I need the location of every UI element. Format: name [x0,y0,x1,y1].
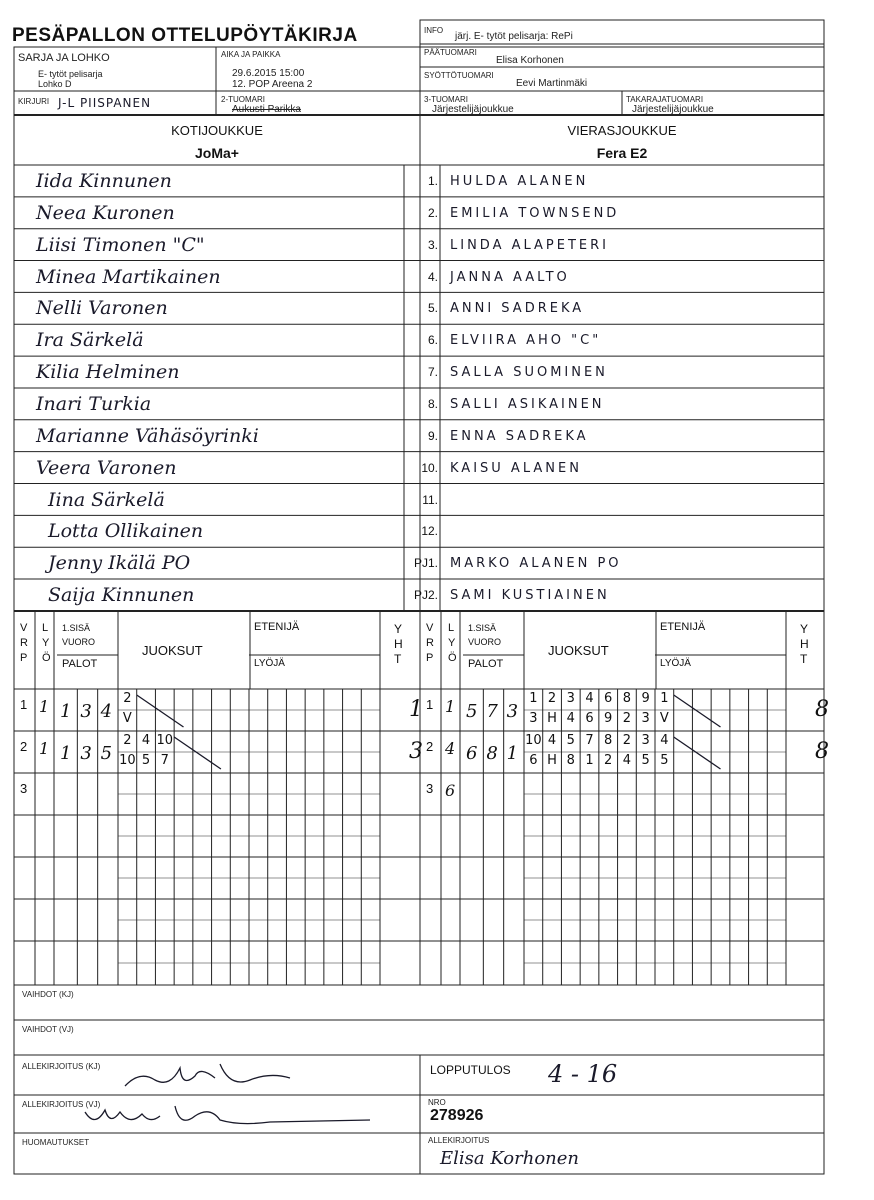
lyo-header: Y [448,637,456,649]
allekirjoitus-kj-label: ALLEKIRJOITUS (KJ) [22,1062,101,1071]
lyoja-header: LYÖJÄ [254,658,285,669]
signature-kj [120,1058,300,1094]
away-player-name: JANNA AALTO [450,269,570,285]
run-top-value: 9 [641,691,650,706]
yht-header: Y [800,622,809,636]
run-top-value: 10 [156,733,174,748]
innings-end-stroke [674,695,721,727]
run-bottom-value: 10 [119,753,136,768]
home-player-name: Lotta Ollikainen [48,520,204,543]
run-top-value: 1 [660,691,669,706]
away-player-name: ENNA SADREKA [450,428,589,444]
aika-value-1: 29.6.2015 15:00 [232,68,305,79]
run-bottom-value: 4 [622,753,632,768]
home-player-name: Nelli Varonen [36,297,168,320]
away-player-name: HULDA ALANEN [450,174,589,189]
run-bottom-value: H [547,753,557,768]
home-player-name: Saija Kinnunen [48,584,195,607]
lopputulos-value: 4 - 16 [548,1060,618,1088]
run-bottom-value: 5 [641,753,650,768]
info-label: INFO [424,26,444,35]
run-top-value: 5 [566,733,575,748]
lyo-value: 1 [445,697,456,716]
palot-value: 1 [60,701,72,722]
run-top-value: 2 [622,733,632,748]
roster-number: 9. [427,428,438,443]
roster-number: 11. [422,492,438,507]
vrp-header: V [426,622,434,634]
run-top-value: 2 [547,691,557,706]
run-bottom-value: V [122,711,132,726]
palot-value: 7 [486,701,498,722]
home-player-name: Jenny Ikälä PO [48,552,191,575]
huomautukset-label: HUOMAUTUKSET [22,1138,90,1147]
juoksut-header: JUOKSUT [548,643,609,658]
home-player-name: Iina Särkelä [48,488,165,511]
run-top-value: 8 [604,733,613,748]
run-top-value: 3 [641,733,650,748]
away-player-name: LINDA ALAPETERI [450,237,610,253]
palot-value: 6 [466,743,478,764]
allekirjoitus-label: ALLEKIRJOITUS [428,1136,490,1145]
palot-value: 5 [466,701,478,722]
lyo-value: 4 [445,739,456,758]
away-team-label: VIERASJOUKKUE [567,123,677,138]
yht-header: T [394,652,402,666]
tuomari2-label: 2-TUOMARI [221,95,265,104]
away-player-name: SAMI KUSTIAINEN [450,588,610,604]
yht-value: 8 [815,697,829,722]
innings-end-stroke [674,737,721,769]
run-top-value: 10 [525,733,542,748]
roster-number: 1. [427,174,438,188]
yht-value: 3 [409,739,423,764]
palot-value: 1 [60,743,72,764]
away-player-name: SALLA SUOMINEN [450,365,608,381]
etenija-header: ETENIJÄ [254,621,300,633]
roster-number: 4. [427,269,438,284]
sisavuoro-header: 1.SISÄ VUORO [468,623,502,647]
run-bottom-value: 8 [566,753,575,768]
run-top-value: 7 [585,733,594,748]
away-player-name: EMILIA TOWNSEND [450,205,620,221]
run-bottom-value: 5 [141,753,151,768]
paatuomari-label: PÄÄTUOMARI [424,48,477,57]
tuomari3-value: Järjestelijäjoukkue [432,104,514,115]
run-bottom-value: 2 [604,753,613,768]
roster-number: 6. [427,333,438,348]
nro-label: NRO [428,1098,446,1107]
yht-value: 8 [815,739,829,764]
vrp-value: 2 [20,739,28,754]
home-player-name: Neea Kuronen [36,201,175,224]
vrp-value: 2 [426,739,434,754]
vrp-header: R [426,637,434,649]
lyo-header: L [448,622,455,634]
roster-number: PJ1. [413,556,438,571]
vrp-header: V [20,622,28,634]
lyo-header: L [42,622,49,634]
run-bottom-value: 2 [622,711,632,726]
run-bottom-value: 3 [641,711,650,726]
away-player-name: ANNI SADREKA [450,301,585,317]
tuomari2-value: Aukusti Parikka [232,104,301,115]
home-team-name: JoMa+ [195,145,239,161]
tuomari3-label: 3-TUOMARI [424,95,468,104]
roster-number: 8. [427,396,438,411]
lyo-value: 1 [39,739,50,758]
etenija-header: ETENIJÄ [660,621,706,633]
yht-value: 1 [409,697,423,722]
innings-end-stroke [174,737,221,769]
sisavuoro-header: 1.SISÄ VUORO [62,623,96,647]
innings-end-stroke [137,695,184,727]
run-bottom-value: H [547,711,557,726]
yht-header: Y [394,622,403,636]
run-top-value: 4 [585,691,594,706]
vrp-value: 3 [426,781,434,796]
syottotuomari-value: Eevi Martinmäki [516,78,588,89]
lyo-value: 6 [445,781,456,800]
roster-number: 7. [427,365,438,380]
run-top-value: 2 [123,691,132,706]
vaihdot-kj-label: VAIHDOT (KJ) [22,990,74,999]
sarja-value-1: E- tytöt pelisarja [38,69,103,79]
home-player-name: Liisi Timonen "C" [36,233,205,256]
nro-value: 278926 [430,1107,484,1124]
home-player-name: Ira Särkelä [36,329,144,352]
juoksut-header: JUOKSUT [142,643,203,658]
roster-number: 12. [421,524,438,539]
home-player-name: Veera Varonen [36,456,177,479]
vrp-value: 1 [20,697,28,712]
run-bottom-value: 1 [585,753,594,768]
roster-number: 5. [427,301,438,316]
run-bottom-value: 9 [604,711,613,726]
kirjuri-value: J-L PIISPANEN [58,96,152,110]
lyo-header: Y [42,637,50,649]
run-bottom-value: 6 [585,711,594,726]
palot-value: 3 [506,701,519,722]
allekirjoitus-value: Elisa Korhonen [440,1148,580,1169]
run-bottom-value: 4 [566,711,575,726]
info-value: järj. E- tytöt pelisarja: RePi [455,31,573,42]
signature-vj [80,1098,380,1132]
run-top-value: 4 [547,733,557,748]
yht-header: H [800,637,809,651]
home-player-name: Minea Martikainen [36,265,221,288]
run-top-value: 4 [141,733,151,748]
palot-value: 3 [80,743,92,764]
run-bottom-value: V [659,711,669,726]
allekirjoitus-vj-label: ALLEKIRJOITUS (VJ) [22,1100,101,1109]
away-player-name: KAISU ALANEN [450,460,582,476]
takaraja-value: Järjestelijäjoukkue [632,104,714,115]
home-player-name: Inari Turkia [36,392,152,415]
takaraja-label: TAKARAJATUOMARI [626,95,704,104]
run-bottom-value: 3 [529,711,538,726]
run-bottom-value: 5 [660,753,669,768]
form-title: PESÄPALLON OTTELUPÖYTÄKIRJA [12,25,358,46]
vrp-header: P [20,652,28,664]
home-player-name: Marianne Vähäsöyrinki [36,424,259,447]
palot-value: 3 [80,701,92,722]
run-top-value: 3 [566,691,575,706]
vrp-value: 1 [426,697,434,712]
palot-value: 8 [486,743,498,764]
syottotuomari-label: SYÖTTÖTUOMARI [424,71,494,80]
run-top-value: 6 [604,691,613,706]
vrp-header: R [20,637,28,649]
palot-value: 5 [100,743,113,764]
roster-number: PJ2. [413,588,438,603]
roster-number: 3. [427,237,438,252]
paatuomari-value: Elisa Korhonen [496,55,564,66]
home-team-label: KOTIJOUKKUE [171,123,263,138]
aika-label: AIKA JA PAIKKA [221,50,281,59]
away-player-name: MARKO ALANEN PO [450,556,622,572]
aika-value-2: 12. POP Areena 2 [232,79,313,90]
lyo-header: Ö [448,652,457,664]
lyo-value: 1 [39,697,50,716]
vrp-value: 3 [20,781,28,796]
sarja-label: SARJA JA LOHKO [18,52,110,64]
run-top-value: 4 [660,733,669,748]
lyo-header: Ö [42,652,51,664]
run-top-value: 8 [622,691,632,706]
vrp-header: P [426,652,434,664]
yht-header: T [800,652,808,666]
away-team-name: Fera E2 [596,145,648,161]
away-player-name: SALLI ASIKAINEN [450,396,605,412]
run-bottom-value: 7 [160,753,169,768]
palot-value: 1 [506,743,519,764]
yht-header: H [394,637,403,651]
lyoja-header: LYÖJÄ [660,658,691,669]
roster-number: 2. [427,205,438,220]
home-player-name: Iida Kinnunen [36,170,172,192]
kirjuri-label: KIRJURI [18,97,50,106]
vaihdot-vj-label: VAIHDOT (VJ) [22,1025,74,1034]
home-player-name: Kilia Helminen [36,361,180,384]
run-top-value: 1 [529,691,538,706]
run-bottom-value: 6 [529,753,538,768]
away-player-name: ELVIIRA AHO "C" [450,333,602,349]
run-top-value: 2 [123,733,132,748]
lopputulos-label: LOPPUTULOS [430,1063,511,1077]
palot-value: 4 [100,701,113,722]
palot-header: PALOT [468,658,504,670]
roster-number: 10. [421,460,438,475]
palot-header: PALOT [62,658,98,670]
sarja-value-2: Lohko D [38,79,72,89]
